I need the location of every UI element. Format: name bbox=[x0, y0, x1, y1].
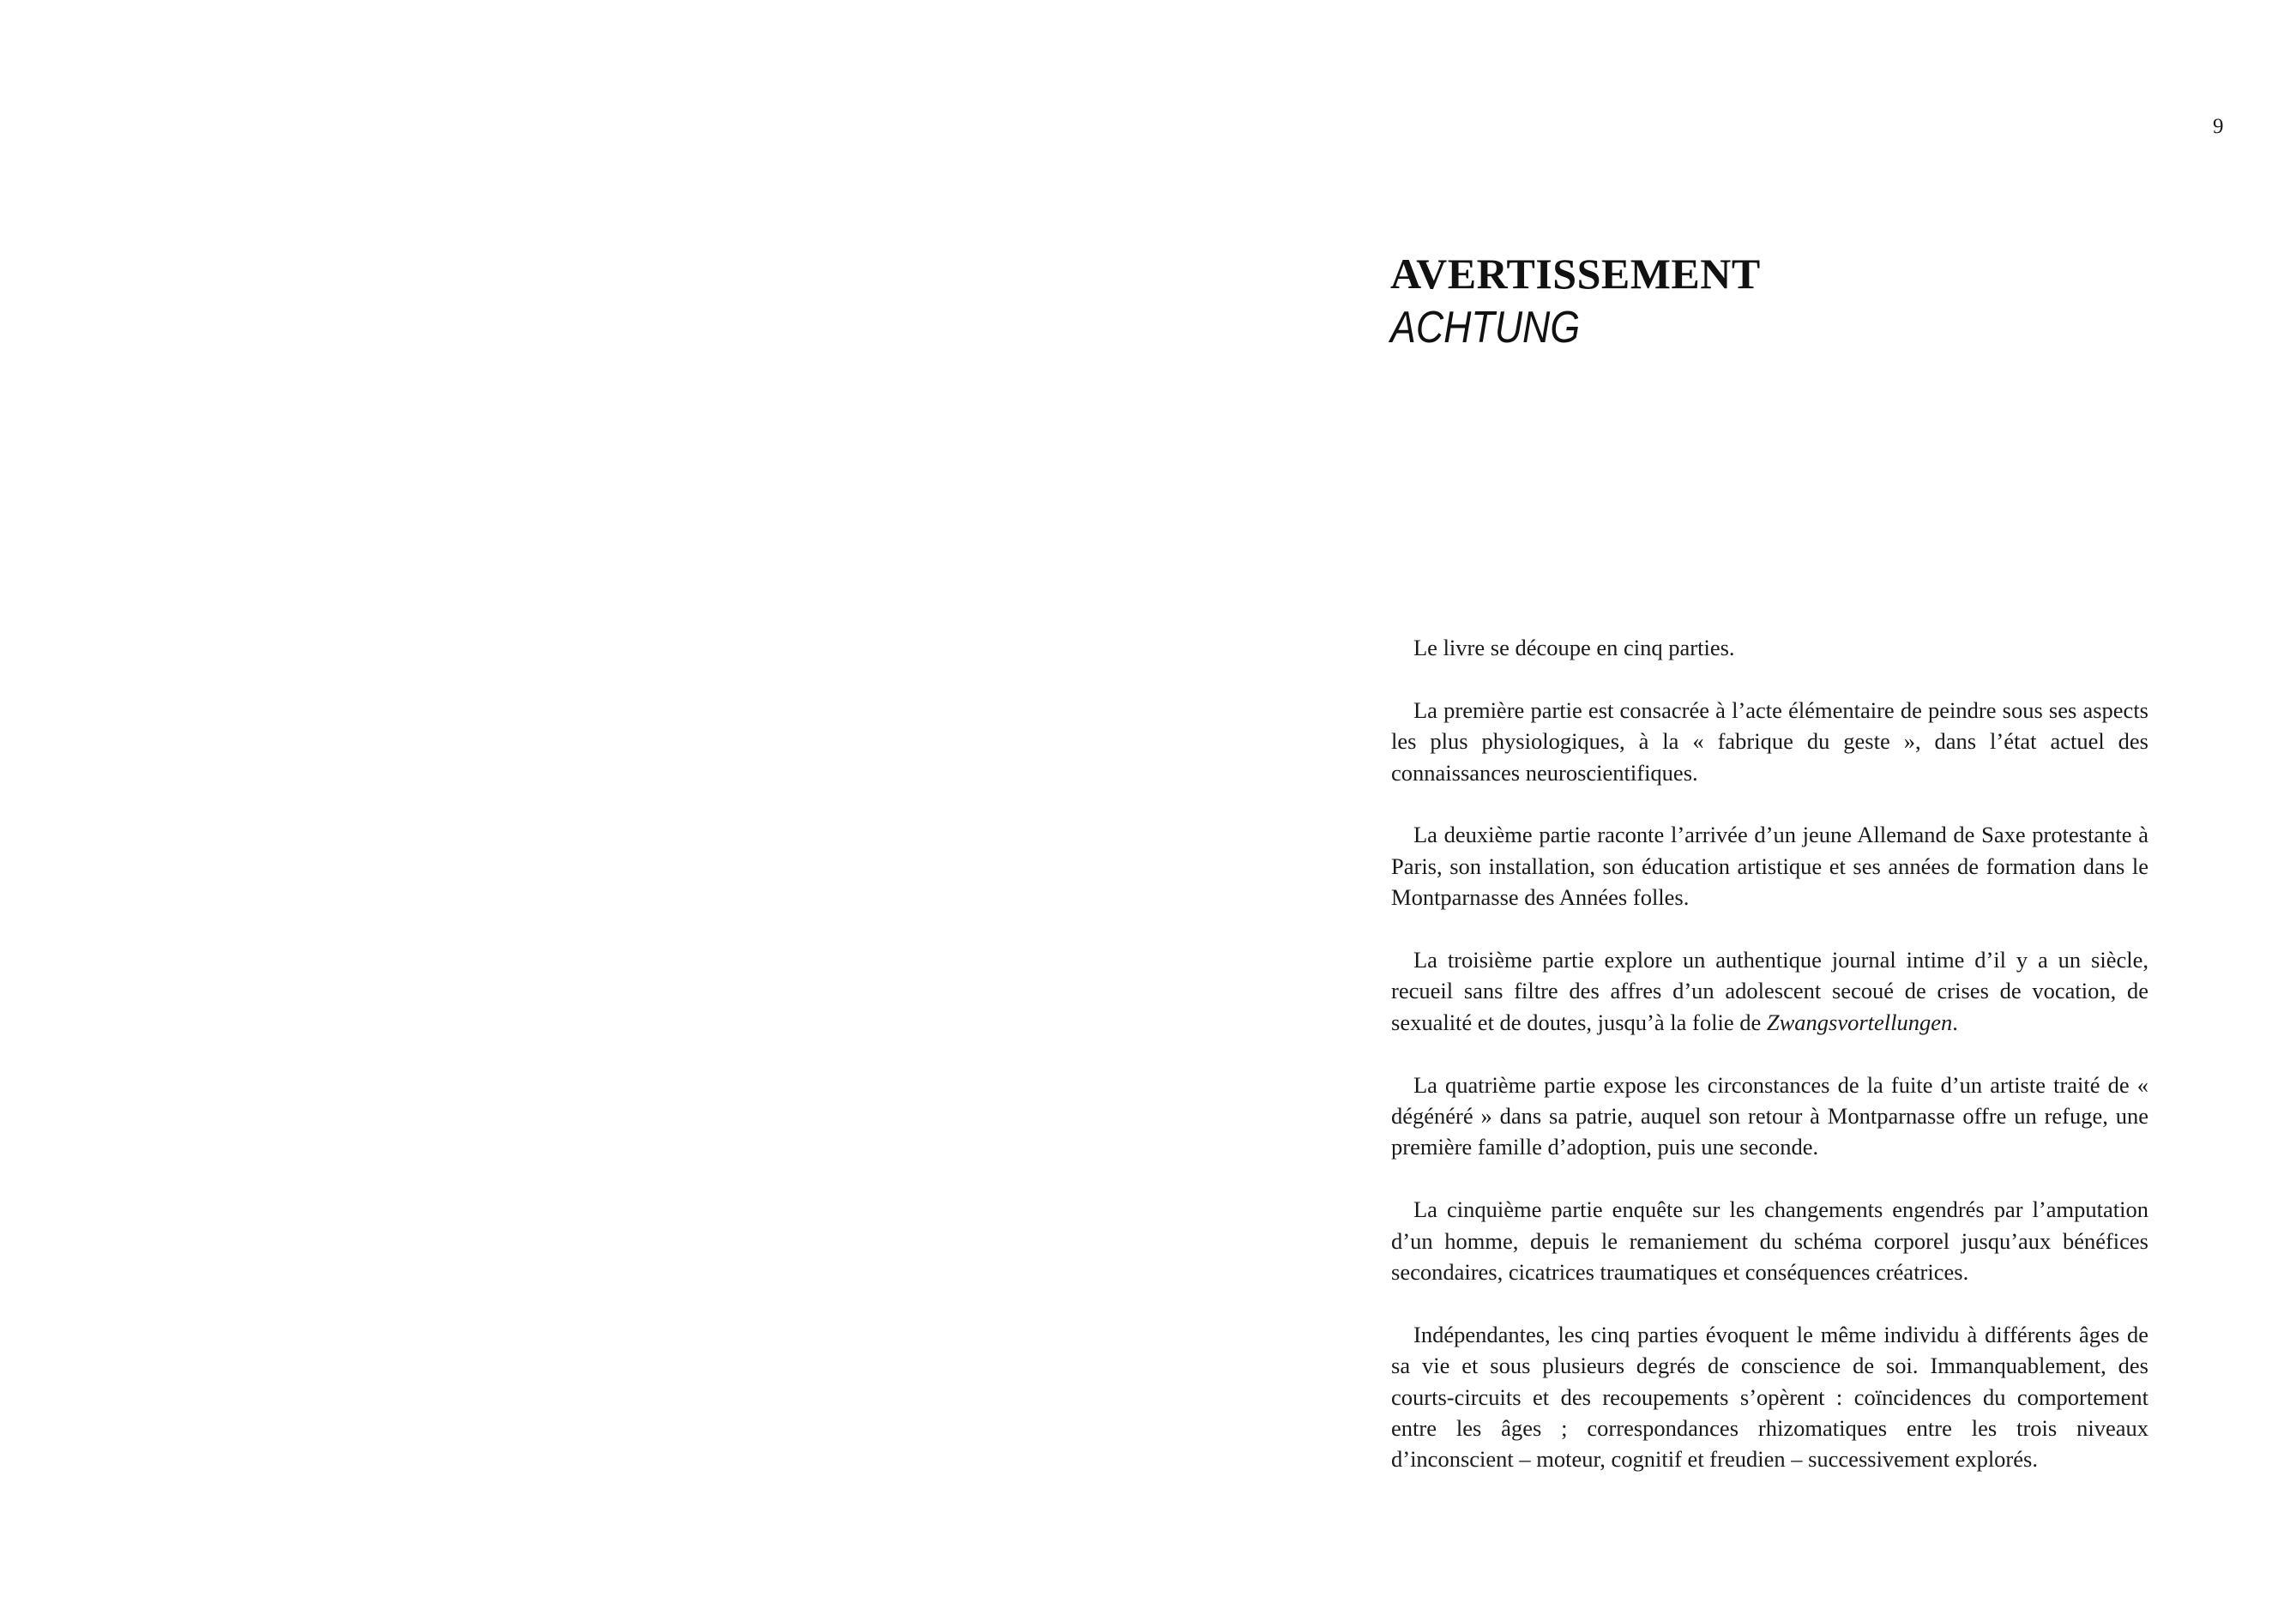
heading-title-german: ACHTUNG bbox=[1390, 303, 1581, 353]
paragraph-part-two: La deuxième partie raconte l’arrivée d’un jeune Allemand de Saxe protestante à Paris, son installation, son éducation artistique et ses années de formation dans le Montparnasse des Années folles. bbox=[1391, 822, 2148, 911]
paragraph-part-three bbox=[1391, 944, 2148, 1038]
paragraph-part-three-end: . bbox=[1952, 1009, 1958, 1035]
page-number: 9 bbox=[2213, 115, 2224, 138]
paragraph-intro: Le livre se découpe en cinq parties. bbox=[1413, 635, 1735, 660]
paragraph-part-one: La première partie est consacrée à l’acte élémentaire de peindre sous ses aspects les plus physiologiques, à la « fabrique du geste », dans l’état actuel des connaissances neuroscientifiques. bbox=[1391, 696, 2148, 786]
paragraph-part-five: La cinquième partie enquête sur les changements engendrés par l’amputation d’un homme, depuis le remaniement du schéma corporel jusqu’aux bénéfices secondaires, cicatrices traumatiques et conséquences créatrices. bbox=[1391, 1196, 2148, 1286]
body-text bbox=[1391, 632, 2148, 1475]
chapter-heading bbox=[1390, 247, 2162, 355]
paragraph-part-three-italic-term: Zwangsvortellungen bbox=[1766, 1009, 1953, 1035]
paragraph-part-four: La quatrième partie expose les circonstances de la fuite d’un artiste traité de « dégénéré » dans sa patrie, auquel son retour à Montparnasse offre un refuge, une première famille d’adoption, puis une seconde. bbox=[1391, 1071, 2148, 1160]
paragraph-conclusion: Indépendantes, les cinq parties évoquent le même individu à différents âges de sa vie et sous plusieurs degrés de conscience de soi. Immanquablement, des courts-circuits et des recoupements s’opèrent : coïncidences du comportement entre les âges ; correspondances rhizomatiques entre les trois niveaux d’inconscient – moteur, cognitif et freudien – successivement explorés. bbox=[1391, 1321, 2148, 1473]
paragraph-part-three-text: La troisième partie explore un authentique journal intime d’il y a un siècle, recueil sans filtre des affres d’un adolescent secoué de crises de vocation, de sexualité et de doutes, jusqu’à la folie de bbox=[1391, 947, 2148, 1035]
heading-title-french: AVERTISSEMENT bbox=[1390, 250, 1761, 298]
